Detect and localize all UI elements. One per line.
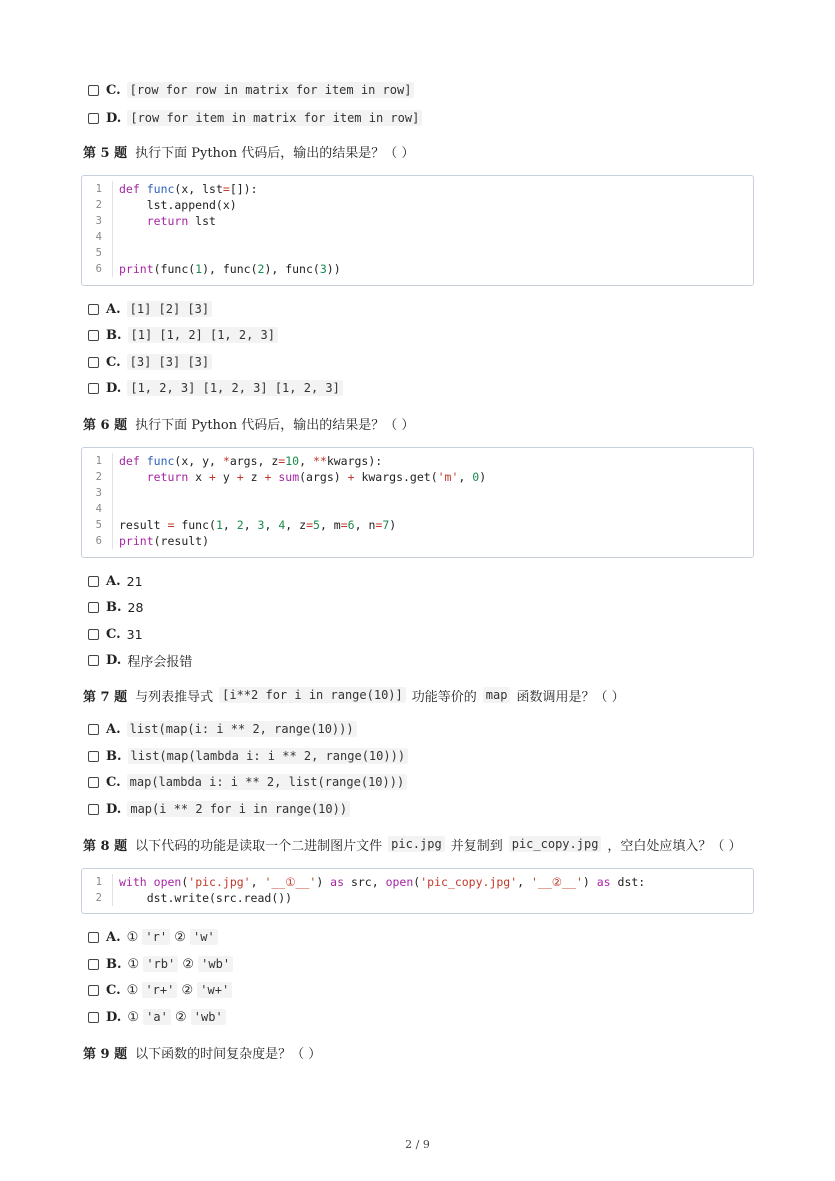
q8-option-b[interactable]: B. ① 'rb' ② 'wb' <box>88 954 233 974</box>
q8-option-c[interactable]: C. ① 'r+' ② 'w+' <box>88 980 232 1000</box>
q7-option-c[interactable]: C. map(lambda i: i ** 2, list(range(10))) <box>88 772 407 792</box>
code-block-q8: 1 with open('pic.jpg', '__①__') as src, open('pic_copy.jpg', '__②__') as dst: 2 dst.write(src.read()) <box>81 868 754 914</box>
q5-option-d[interactable]: D. [1, 2, 3] [1, 2, 3] [1, 2, 3] <box>88 378 343 398</box>
q8-option-a[interactable]: A. ① 'r' ② 'w' <box>88 927 218 947</box>
q7-option-a[interactable]: A. list(map(i: i ** 2, range(10))) <box>88 719 357 739</box>
q6-option-c[interactable]: C. 31 <box>88 624 143 644</box>
checkbox[interactable] <box>88 804 99 815</box>
option-code: [row for item in matrix for item in row] <box>127 110 422 126</box>
code-block-q6: 1 def func(x, y, *args, z=10, **kwargs): 2 return x + y + z + sum(args) + kwargs.get('m', 0) 3 4 5 result = func(1, 2, 3, 4, z=5, m=6, n=7) 6 print(result) <box>81 447 754 558</box>
checkbox[interactable] <box>88 1012 99 1023</box>
checkbox[interactable] <box>88 330 99 341</box>
q6-option-a[interactable]: A. 21 <box>88 571 143 591</box>
checkbox[interactable] <box>88 85 99 96</box>
question-number: 第 5 题 <box>83 145 128 161</box>
q8-option-d[interactable]: D. ① 'a' ② 'wb' <box>88 1007 226 1027</box>
checkbox[interactable] <box>88 751 99 762</box>
checkbox[interactable] <box>88 383 99 394</box>
q7-option-d[interactable]: D. map(i ** 2 for i in range(10)) <box>88 799 350 819</box>
question-9: 第 9 题 以下函数的时间复杂度是？（ ） <box>83 1046 322 1062</box>
checkbox[interactable] <box>88 932 99 943</box>
checkbox[interactable] <box>88 113 99 124</box>
checkbox[interactable] <box>88 777 99 788</box>
question-text: 执行下面 Python 代码后，输出的结果是？（ ） <box>135 145 415 161</box>
q7-option-b[interactable]: B. list(map(lambda i: i ** 2, range(10))) <box>88 746 408 766</box>
option-code: [row for row in matrix for item in row] <box>127 82 415 98</box>
checkbox[interactable] <box>88 602 99 613</box>
checkbox[interactable] <box>88 959 99 970</box>
checkbox[interactable] <box>88 629 99 640</box>
q5-option-a[interactable]: A. [1] [2] [3] <box>88 299 212 319</box>
checkbox[interactable] <box>88 357 99 368</box>
code-block-q5: 1 def func(x, lst=[]): 2 lst.append(x) 3 return lst 4 5 6 print(func(1), func(2), func(3)) <box>81 175 754 286</box>
q4-option-c[interactable] <box>88 80 414 100</box>
checkbox[interactable] <box>88 576 99 587</box>
q4-option-d[interactable] <box>88 108 422 128</box>
q6-option-d[interactable]: D. 程序会报错 <box>88 650 192 670</box>
q5-option-b[interactable]: B. [1] [1, 2] [1, 2, 3] <box>88 325 278 345</box>
q6-option-b[interactable]: B. 28 <box>88 597 143 617</box>
checkbox[interactable] <box>88 724 99 735</box>
q5-option-c[interactable]: C. [3] [3] [3] <box>88 352 212 372</box>
checkbox[interactable] <box>88 985 99 996</box>
page-number: 2 / 9 <box>405 1138 430 1151</box>
option-letter: C. <box>106 82 121 98</box>
checkbox[interactable] <box>88 304 99 315</box>
question-5 <box>83 141 414 161</box>
question-7: 第 7 题 与列表推导式 [i**2 for i in range(10)] 功能等价的 map 函数调用是？（ ） <box>83 688 625 705</box>
question-8: 第 8 题 以下代码的功能是读取一个二进制图片文件 pic.jpg 并复制到 pic_copy.jpg ，空白处应填入？（ ） <box>83 837 742 854</box>
checkbox[interactable] <box>88 655 99 666</box>
option-letter: D. <box>106 110 122 126</box>
question-6: 第 6 题 执行下面 Python 代码后，输出的结果是？（ ） <box>83 417 415 433</box>
